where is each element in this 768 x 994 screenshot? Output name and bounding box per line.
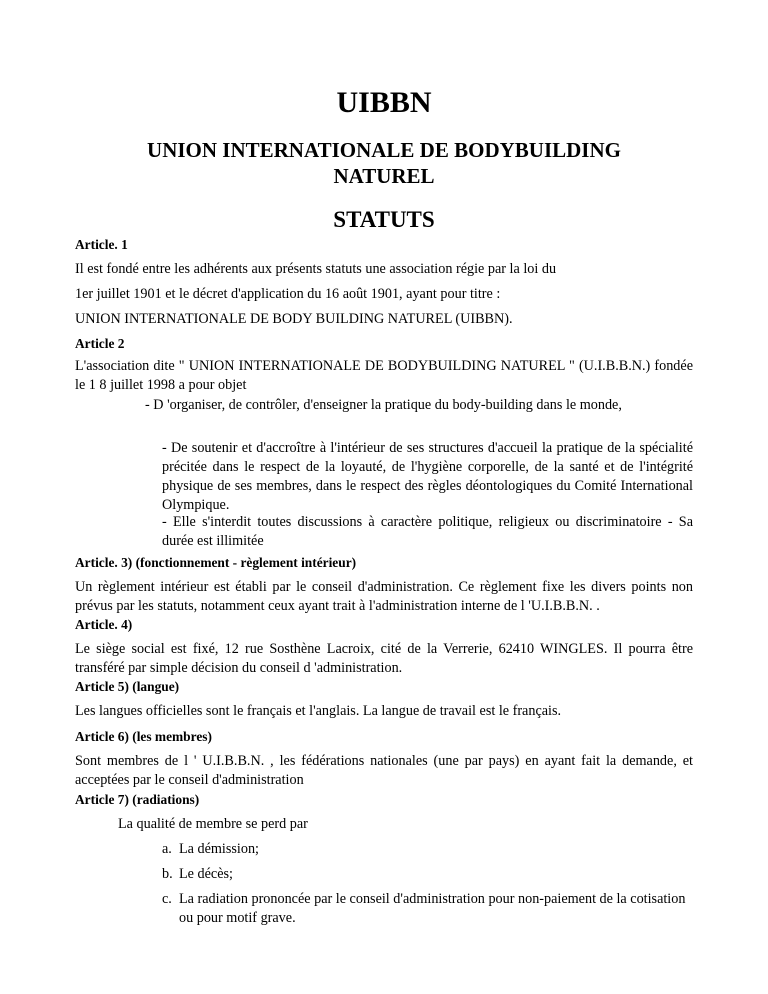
list-item-marker: c. (162, 891, 172, 907)
article-2-point-2: - De soutenir et d'accroître à l'intérieur de ses structures d'accueil la pratique de la spécialité précitée dans le respect de la loyauté, de l'hygiène corporelle, de la santé et de l'intégrité physique de ses membres, dans le respect des règles déontologiques du Comité International Olympique. (162, 440, 693, 513)
list-item-text: Le décès; (179, 866, 233, 882)
subtitle-line-1: UNION INTERNATIONALE DE BODYBUILDING (147, 138, 621, 162)
article-7-intro: La qualité de membre se perd par (118, 816, 308, 832)
article-4-heading: Article. 4) (75, 617, 133, 632)
list-item-marker: a. (162, 841, 172, 857)
article-4-body: Le siège social est fixé, 12 rue Sosthène Lacroix, cité de la Verrerie, 62410 WINGLES. Il pourra être transféré par simple décision du conseil d 'administration. (75, 641, 693, 676)
article-6-heading: Article 6) (les membres) (75, 729, 212, 744)
article-3-body: Un règlement intérieur est établi par le conseil d'administration. Ce règlement fixe les divers points non prévus par les statuts, notamment ceux ayant trait à l'administration interne de l 'U.I.B.B.N. . (75, 579, 693, 614)
article-1-line-2: 1er juillet 1901 et le décret d'application du 16 août 1901, ayant pour titre : (75, 286, 501, 302)
article-7-heading: Article 7) (radiations) (75, 792, 200, 807)
article-5-body: Les langues officielles sont le français et l'anglais. La langue de travail est le français. (75, 703, 562, 719)
document-subtitle (75, 137, 693, 189)
article-1-heading: Article. 1 (75, 237, 128, 252)
article-3-heading: Article. 3) (fonctionnement - règlement intérieur) (75, 555, 357, 570)
statuts-heading: STATUTS (333, 207, 435, 232)
list-item-text: La démission; (179, 841, 259, 857)
article-1-line-1: Il est fondé entre les adhérents aux présents statuts une association régie par la loi du (75, 261, 557, 277)
article-2-heading: Article 2 (75, 336, 125, 351)
subtitle-line-2: NATUREL (333, 164, 435, 188)
article-1-line-3: UNION INTERNATIONALE DE BODY BUILDING NATUREL (UIBBN). (75, 311, 513, 327)
list-item-marker: b. (162, 866, 173, 882)
list-item-text: La radiation prononcée par le conseil d'administration pour non-paiement de la cotisation ou pour motif grave. (179, 891, 686, 926)
article-2-body: L'association dite " UNION INTERNATIONALE DE BODYBUILDING NATUREL " (U.I.B.B.N.) fondée le 1 8 juillet 1998 a pour objet (75, 358, 693, 393)
article-6-body: Sont membres de l ' U.I.B.B.N. , les fédérations nationales (une par pays) en ayant fait la demande, et acceptées par le conseil d'administration (75, 753, 693, 788)
document-title: UIBBN (336, 86, 432, 119)
article-2-point-3: - Elle s'interdit toutes discussions à caractère politique, religieux ou discriminatoire - Sa durée est illimitée (162, 514, 693, 549)
article-5-heading: Article 5) (langue) (75, 679, 180, 694)
article-2-point-1: - D 'organiser, de contrôler, d'enseigner la pratique du body-building dans le monde, (145, 397, 622, 413)
